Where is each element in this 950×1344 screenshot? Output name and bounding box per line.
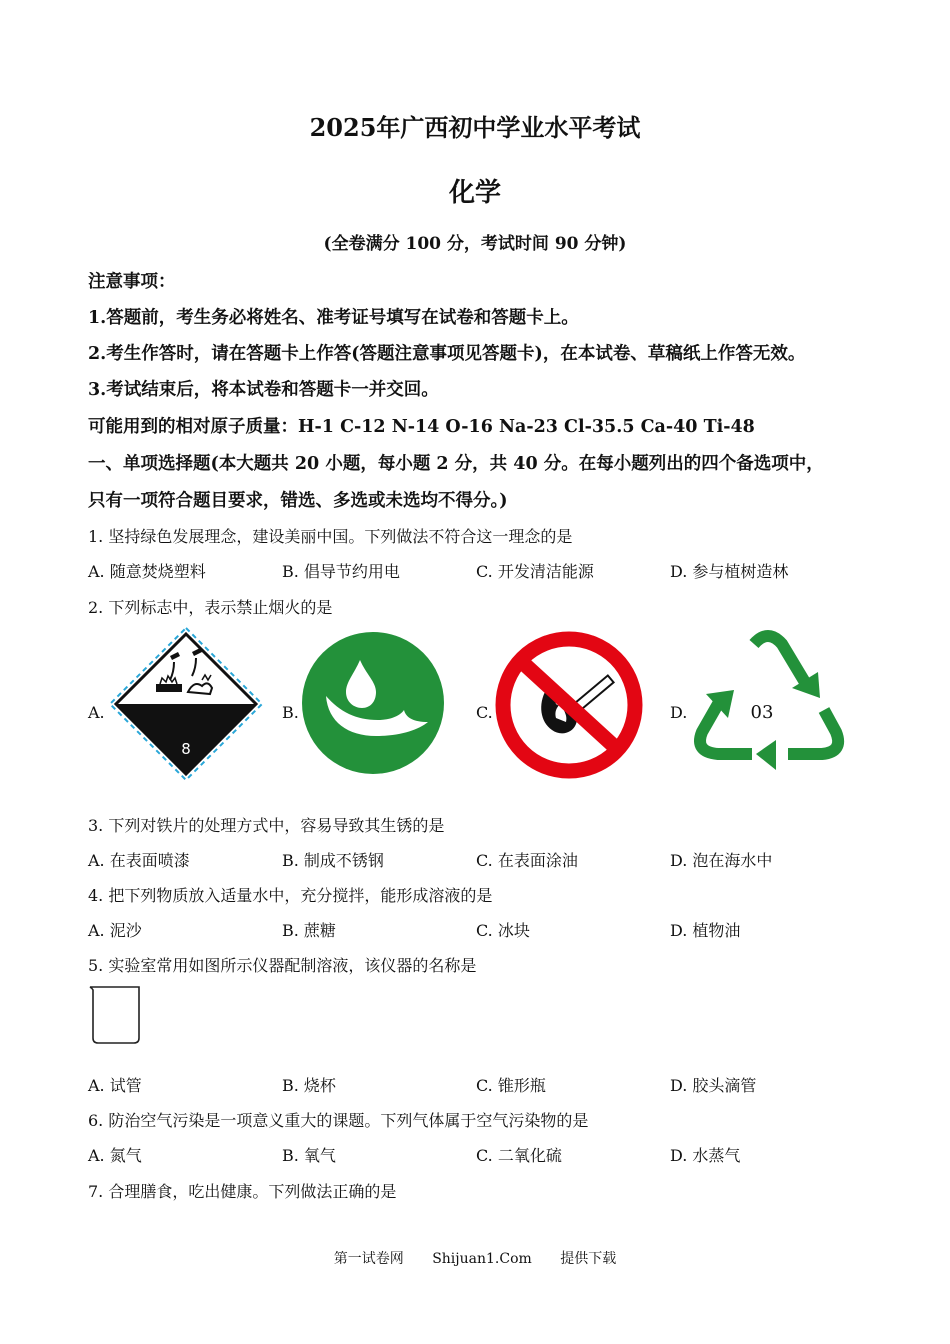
question-4-option-c[interactable]: C. 冰块 bbox=[476, 921, 530, 940]
question-5-options bbox=[88, 1073, 868, 1095]
question-5-option-a[interactable]: A. 试管 bbox=[88, 1076, 142, 1095]
water-saving-sign-icon[interactable] bbox=[300, 630, 446, 776]
question-5-stem: 5. 实验室常用如图所示仪器配制溶液，该仪器的名称是 bbox=[88, 956, 477, 975]
question-2-option-d[interactable]: D. bbox=[670, 703, 688, 722]
question-3-option-b[interactable]: B. 制成不锈钢 bbox=[282, 851, 384, 870]
no-fire-sign-icon[interactable] bbox=[494, 630, 644, 780]
question-1-option-c[interactable]: C. 开发清洁能源 bbox=[476, 562, 594, 581]
section-heading-line1: 一、单项选择题(本大题共 20 小题，每小题 2 分，共 40 分。在每小题列出的四个备选项中， bbox=[88, 454, 824, 474]
notice-item-1: 1.答题前，考生务必将姓名、准考证号填写在试卷和答题卡上。 bbox=[88, 308, 579, 328]
question-5-option-c[interactable]: C. 锥形瓶 bbox=[476, 1076, 546, 1095]
question-3-option-c[interactable]: C. 在表面涂油 bbox=[476, 851, 578, 870]
question-2-option-b[interactable]: B. bbox=[282, 703, 299, 722]
question-3-stem: 3. 下列对铁片的处理方式中，容易导致其生锈的是 bbox=[88, 816, 445, 835]
question-2-stem: 2. 下列标志中，表示禁止烟火的是 bbox=[88, 598, 333, 617]
question-2-images bbox=[88, 626, 868, 786]
question-5-option-b[interactable]: B. 烧杯 bbox=[282, 1076, 336, 1095]
question-6-stem: 6. 防治空气污染是一项意义重大的课题。下列气体属于空气污染物的是 bbox=[88, 1111, 589, 1130]
question-1-options bbox=[88, 559, 868, 581]
notice-item-2: 2.考生作答时，请在答题卡上作答(答题注意事项见答题卡)，在本试卷、草稿纸上作答无效。 bbox=[88, 344, 806, 364]
corrosive-class-number: 8 bbox=[181, 740, 191, 758]
recycle-sign-icon[interactable] bbox=[688, 628, 848, 780]
exam-info: (全卷满分 100 分，考试时间 90 分钟) bbox=[323, 234, 627, 254]
page-footer bbox=[0, 1248, 950, 1268]
question-5-option-d[interactable]: D. 胶头滴管 bbox=[670, 1076, 757, 1095]
question-3-option-d[interactable]: D. 泡在海水中 bbox=[670, 851, 773, 870]
question-6-option-d[interactable]: D. 水蒸气 bbox=[670, 1146, 741, 1165]
question-1-option-b[interactable]: B. 倡导节约用电 bbox=[282, 562, 400, 581]
question-2-option-a[interactable]: A. bbox=[88, 703, 105, 722]
notice-heading: 注意事项： bbox=[88, 272, 176, 292]
atomic-mass-line: 可能用到的相对原子质量：H-1 C-12 N-14 O-16 Na-23 Cl-35.5 Ca-40 Ti-48 bbox=[88, 417, 755, 437]
question-6-option-a[interactable]: A. 氮气 bbox=[88, 1146, 142, 1165]
question-3-option-a[interactable]: A. 在表面喷漆 bbox=[88, 851, 190, 870]
recycle-code: 03 bbox=[750, 702, 774, 723]
question-7-stem: 7. 合理膳食，吃出健康。下列做法正确的是 bbox=[88, 1182, 397, 1201]
footer-right: 提供下载 bbox=[560, 1251, 617, 1267]
question-1-stem: 1. 坚持绿色发展理念，建设美丽中国。下列做法不符合这一理念的是 bbox=[88, 527, 573, 546]
footer-site-link[interactable]: Shijuan1.Com bbox=[432, 1251, 532, 1267]
question-6-option-b[interactable]: B. 氧气 bbox=[282, 1146, 336, 1165]
exam-subject: 化学 bbox=[448, 178, 501, 208]
notice-item-3: 3.考试结束后，将本试卷和答题卡一并交回。 bbox=[88, 380, 439, 400]
question-4-options bbox=[88, 918, 868, 940]
question-4-option-b[interactable]: B. 蔗糖 bbox=[282, 921, 336, 940]
question-2-option-c[interactable]: C. bbox=[476, 703, 493, 722]
beaker-icon bbox=[88, 984, 142, 1046]
section-heading-line2: 只有一项符合题目要求，错选、多选或未选均不得分。) bbox=[88, 491, 508, 511]
corrosive-sign-icon[interactable] bbox=[106, 626, 266, 782]
question-3-options bbox=[88, 848, 868, 870]
question-6-options bbox=[88, 1143, 868, 1165]
question-4-option-d[interactable]: D. 植物油 bbox=[670, 921, 741, 940]
question-1-option-d[interactable]: D. 参与植树造林 bbox=[670, 562, 789, 581]
question-1-option-a[interactable]: A. 随意焚烧塑料 bbox=[88, 562, 206, 581]
question-6-option-c[interactable]: C. 二氧化硫 bbox=[476, 1146, 562, 1165]
exam-title: 2025年广西初中学业水平考试 bbox=[309, 113, 641, 142]
question-4-stem: 4. 把下列物质放入适量水中，充分搅拌，能形成溶液的是 bbox=[88, 886, 493, 905]
question-4-option-a[interactable]: A. 泥沙 bbox=[88, 921, 142, 940]
footer-left: 第一试卷网 bbox=[333, 1251, 404, 1267]
